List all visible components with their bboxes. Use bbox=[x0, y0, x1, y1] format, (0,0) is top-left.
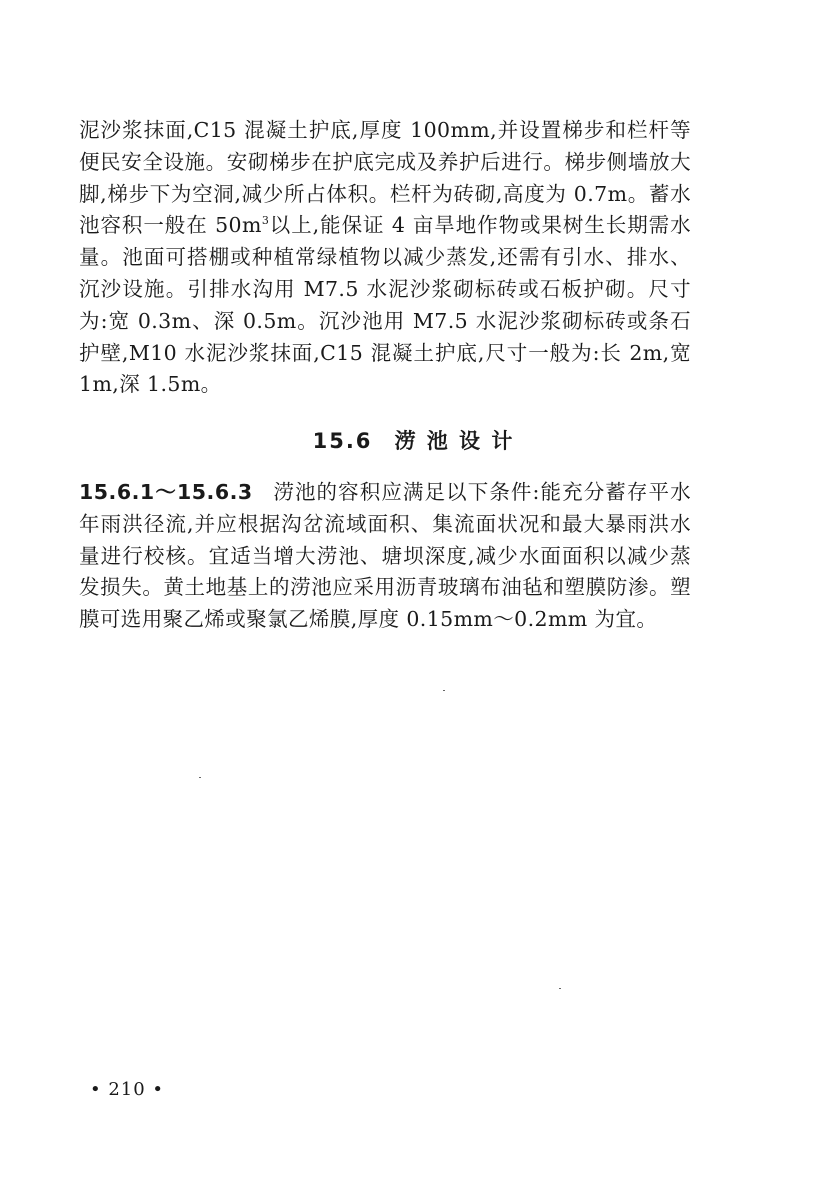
section-number: 15.6 bbox=[312, 429, 373, 453]
section-heading bbox=[0, 425, 827, 455]
paragraph-text-part-1: 泥沙浆抹面,C15 混凝土护底,厚度 100mm,并设置梯步和栏杆等便民安全设施。安砌梯步在护底完成及养护后进行。梯步侧墙放大脚,梯步下为空洞,减少所占体积。栏杆为砖砌,高度为 0.7m。蓄水池容积一般在 50m bbox=[79, 118, 691, 238]
superscript-cubic: 3 bbox=[261, 214, 270, 228]
page-number: • 210 • bbox=[90, 1079, 165, 1100]
paragraph-text-part-2: 以上,能保证 4 亩旱地作物或果树生长期需水量。池面可搭棚或种植常绿植物以减少蒸发,还需有引水、排水、沉沙设施。引排水沟用 M7.5 水泥沙浆砌标砖或石板护砌。尺寸为:宽 0.3m、深 0.5m。沉沙池用 M7.5 水泥沙浆砌标砖或条石护壁,M10 水泥沙浆抹面,C15 混凝土护底,尺寸一般为:长 2m,宽 1m,深 1.5m。 bbox=[79, 213, 692, 397]
scan-speck bbox=[443, 690, 445, 691]
scan-speck bbox=[199, 777, 201, 778]
clause-number: 15.6.1～15.6.3 bbox=[79, 480, 253, 504]
scan-speck bbox=[559, 988, 561, 989]
section-title: 涝 池 设 计 bbox=[394, 429, 515, 453]
body-paragraph-2 bbox=[79, 477, 691, 636]
body-paragraph-1 bbox=[79, 115, 691, 401]
clause-text: 涝池的容积应满足以下条件:能充分蓄存平水年雨洪径流,并应根据沟岔流域面积、集流面状况和最大暴雨洪水量进行校核。宜适当增大涝池、塘坝深度,减少水面面积以减少蒸发损失。黄土地基上的涝池应采用沥青玻璃布油毡和塑膜防渗。塑膜可选用聚乙烯或聚氯乙烯膜,厚度 0.15mm～0.2mm 为宜。 bbox=[79, 480, 691, 632]
